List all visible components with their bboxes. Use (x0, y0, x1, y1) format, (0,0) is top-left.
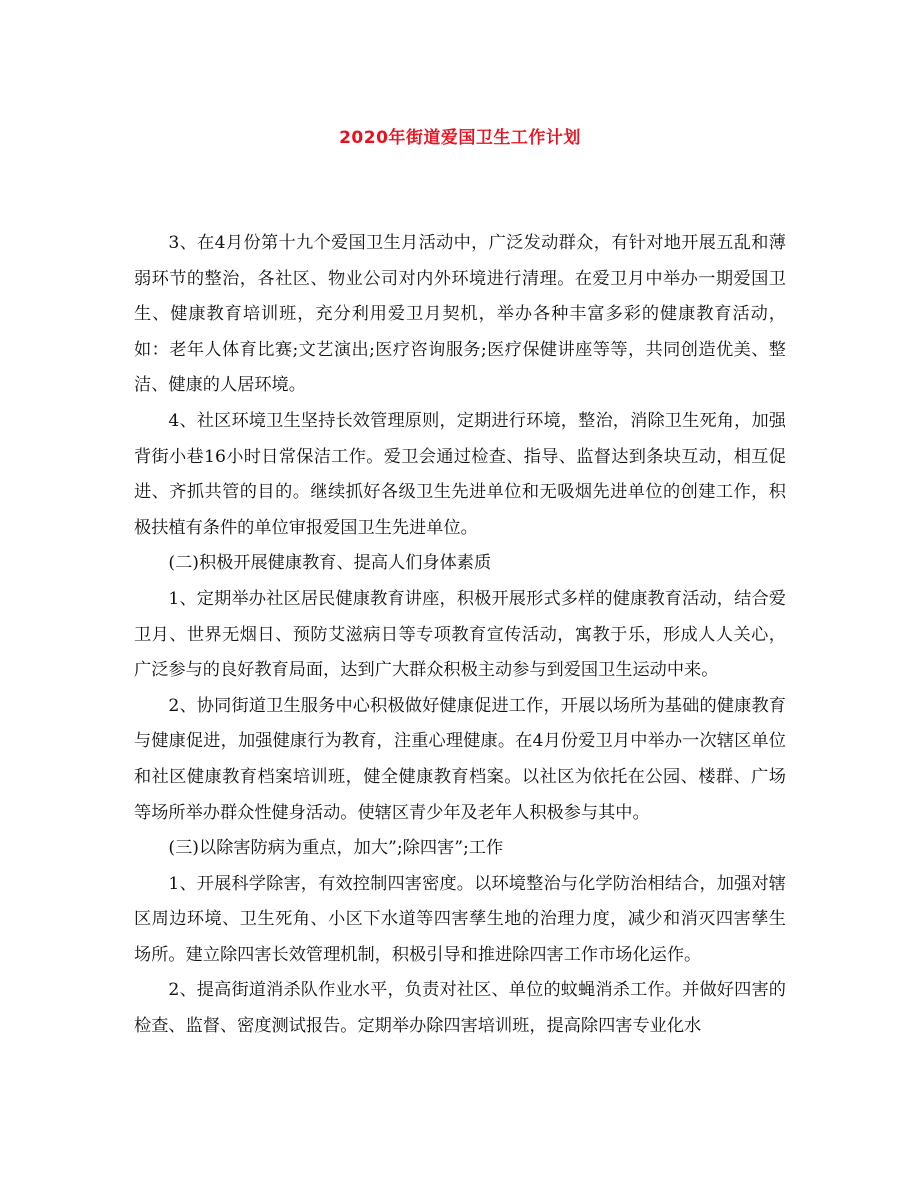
section-heading-3: (三)以除害防病为重点，加大”;除四害”;工作 (168, 838, 504, 859)
paragraph-pest-1: 1、开展科学除害，有效控制四害密度。以环境整治与化学防治相结合，加强对辖区周边环境、卫生死角、小区下水道等四害孳生地的治理力度，减少和消灭四害孳生场所。建立除四害长效管理机制，积极引导和推进除四害工作市场化运作。 (134, 873, 786, 965)
paragraph-health-1: 1、定期举办社区居民健康教育讲座，积极开展形式多样的健康教育活动，结合爱卫月、世界无烟日、预防艾滋病日等专项教育宣传活动，寓教于乐，形成人人关心，广泛参与的良好教育局面，达到广大群众积极主动参与到爱国卫生运动中来。 (134, 588, 786, 681)
document-body (134, 226, 786, 1045)
document-title: 2020年街道爱国卫生工作计划 (339, 128, 581, 148)
paragraph-item-3: 3、在4月份第十九个爱国卫生月活动中，广泛发动群众，有针对地开展五乱和薄弱环节的整治，各社区、物业公司对内外环境进行清理。在爱卫月中举办一期爱国卫生、健康教育培训班，充分利用爱卫月契机，举办各种丰富多彩的健康教育活动，如：老年人体育比赛;文艺演出;医疗咨询服务;医疗保健讲座等等，共同创造优美、整洁、健康的人居环境。 (134, 233, 786, 396)
paragraph-health-2: 2、协同街道卫生服务中心积极做好健康促进工作，开展以场所为基础的健康教育与健康促进，加强健康行为教育，注重心理健康。在4月份爱卫月中举办一次辖区单位和社区健康教育档案培训班，健全健康教育档案。以社区为依托在公园、楼群、广场等场所举办群众性健身活动。使辖区青少年及老年人积极参与其中。 (134, 695, 786, 823)
paragraph-pest-2: 2、提高街道消杀队作业水平，负责对社区、单位的蚊蝇消杀工作。并做好四害的检查、监督、密度测试报告。定期举办除四害培训班，提高除四害专业化水 (134, 980, 786, 1037)
paragraph-item-4: 4、社区环境卫生坚持长效管理原则，定期进行环境，整治，消除卫生死角，加强背街小巷16小时日常保洁工作。爱卫会通过检查、指导、监督达到条块互动，相互促进、齐抓共管的目的。继续抓好各级卫生先进单位和无吸烟先进单位的创建工作，积极扶植有条件的单位审报爱国卫生先进单位。 (134, 410, 786, 538)
section-heading-2: (二)积极开展健康教育、提高人们身体素质 (168, 553, 492, 574)
